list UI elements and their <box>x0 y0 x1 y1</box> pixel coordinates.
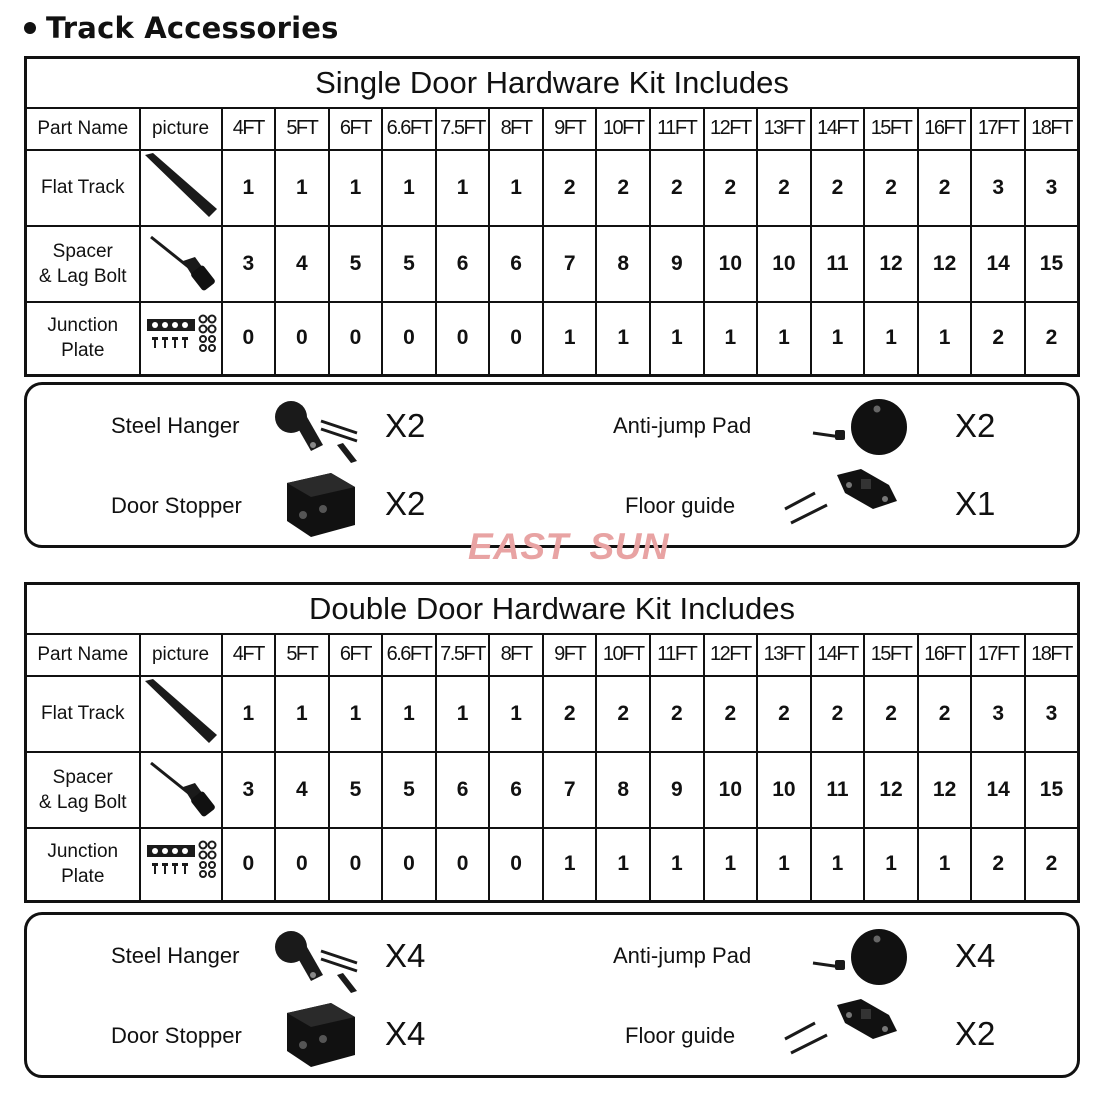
quantity-cell: 1 <box>489 676 543 752</box>
double-kit-title: Double Door Hardware Kit Includes <box>26 584 1079 634</box>
quantity-cell: 1 <box>275 676 329 752</box>
part-name-cell <box>26 752 140 828</box>
anti-jump-pad-icon <box>805 927 915 996</box>
quantity-cell: 2 <box>811 676 865 752</box>
single-kit-accessories-box <box>24 382 1080 548</box>
quantity-cell: 15 <box>1025 752 1079 828</box>
quantity-cell: 6 <box>436 226 490 302</box>
single-kit-table <box>24 56 1080 377</box>
part-picture-cell <box>140 676 222 752</box>
quantity-cell: 2 <box>704 150 758 226</box>
quantity-cell: 0 <box>222 828 276 902</box>
part-name-cell <box>26 226 140 302</box>
part-name-line: Flat Track <box>41 703 125 724</box>
quantity-cell: 10 <box>704 226 758 302</box>
column-header-size: 18FT <box>1025 634 1079 676</box>
anti-jump-pad-qty: X4 <box>955 937 996 974</box>
flat-track-icon <box>143 727 219 750</box>
column-header-size: 15FT <box>864 108 918 150</box>
spacer-lag-bolt-icon <box>143 803 219 826</box>
column-header-size: 11FT <box>650 634 704 676</box>
quantity-cell: 0 <box>275 828 329 902</box>
quantity-cell: 3 <box>1025 150 1079 226</box>
quantity-cell: 1 <box>864 828 918 902</box>
spacer-lag-bolt-icon <box>143 277 219 300</box>
column-header-size: 14FT <box>811 634 865 676</box>
quantity-cell: 2 <box>543 150 597 226</box>
quantity-cell: 3 <box>1025 676 1079 752</box>
quantity-cell: 1 <box>918 828 972 902</box>
part-name-line: Flat Track <box>41 177 125 198</box>
door-stopper-label: Door Stopper <box>111 493 242 518</box>
quantity-cell: 2 <box>971 828 1025 902</box>
column-header-size: 4FT <box>222 634 276 676</box>
quantity-cell: 1 <box>543 828 597 902</box>
steel-hanger-label: Steel Hanger <box>111 943 240 968</box>
table-row <box>26 226 1079 302</box>
anti-jump-pad-label: Anti-jump Pad <box>613 413 752 438</box>
door-stopper-qty: X4 <box>385 1015 426 1052</box>
part-name-cell <box>26 828 140 902</box>
quantity-cell: 0 <box>275 302 329 376</box>
quantity-cell: 5 <box>329 226 383 302</box>
part-name-cell <box>26 150 140 226</box>
quantity-cell: 2 <box>864 150 918 226</box>
quantity-cell: 2 <box>1025 828 1079 902</box>
quantity-cell: 2 <box>650 150 704 226</box>
column-header-size: 9FT <box>543 634 597 676</box>
part-name-cell <box>26 302 140 376</box>
column-header-size: 8FT <box>489 634 543 676</box>
quantity-cell: 2 <box>704 676 758 752</box>
quantity-cell: 5 <box>329 752 383 828</box>
door-stopper-icon <box>281 469 361 546</box>
column-header-size: 11FT <box>650 108 704 150</box>
quantity-cell: 1 <box>382 676 436 752</box>
column-header-size: 7.5FT <box>436 108 490 150</box>
floor-guide-qty: X2 <box>955 1015 996 1052</box>
quantity-cell: 0 <box>436 302 490 376</box>
part-name-line: Spacer <box>52 240 113 262</box>
quantity-cell: 2 <box>811 150 865 226</box>
quantity-cell: 2 <box>918 676 972 752</box>
flat-track-icon <box>143 201 219 224</box>
quantity-cell: 9 <box>650 752 704 828</box>
quantity-cell: 12 <box>864 226 918 302</box>
junction-plate-icon <box>143 341 219 364</box>
column-header-size: 10FT <box>596 634 650 676</box>
quantity-cell: 12 <box>918 752 972 828</box>
part-picture-cell <box>140 150 222 226</box>
quantity-cell: 1 <box>650 302 704 376</box>
quantity-cell: 1 <box>275 150 329 226</box>
anti-jump-pad-icon <box>805 397 915 466</box>
steel-hanger-icon <box>273 399 365 470</box>
quantity-cell: 0 <box>329 302 383 376</box>
quantity-cell: 6 <box>489 752 543 828</box>
double-kit-table <box>24 582 1080 903</box>
part-name-line: Junction <box>47 841 119 863</box>
watermark: EAST SUN <box>468 526 670 567</box>
part-picture-cell <box>140 302 222 376</box>
quantity-cell: 2 <box>864 676 918 752</box>
column-header-picture: picture <box>140 634 222 676</box>
part-name-line: Junction <box>47 315 119 337</box>
quantity-cell: 1 <box>704 302 758 376</box>
quantity-cell: 1 <box>650 828 704 902</box>
quantity-cell: 11 <box>811 226 865 302</box>
steel-hanger-label: Steel Hanger <box>111 413 240 438</box>
column-header-size: 12FT <box>704 634 758 676</box>
quantity-cell: 4 <box>275 752 329 828</box>
column-header-size: 8FT <box>489 108 543 150</box>
column-header-size: 9FT <box>543 108 597 150</box>
quantity-cell: 1 <box>757 828 811 902</box>
quantity-cell: 1 <box>329 150 383 226</box>
quantity-cell: 0 <box>382 302 436 376</box>
column-header-size: 6FT <box>329 634 383 676</box>
column-header-size: 17FT <box>971 108 1025 150</box>
column-header-size: 13FT <box>757 108 811 150</box>
part-picture-cell <box>140 752 222 828</box>
column-header-size: 5FT <box>275 108 329 150</box>
quantity-cell: 1 <box>489 150 543 226</box>
part-name-line: Plate <box>61 340 105 362</box>
quantity-cell: 1 <box>436 676 490 752</box>
quantity-cell: 15 <box>1025 226 1079 302</box>
quantity-cell: 1 <box>222 676 276 752</box>
table-row <box>26 676 1079 752</box>
steel-hanger-qty: X4 <box>385 937 426 974</box>
quantity-cell: 2 <box>757 676 811 752</box>
quantity-cell: 7 <box>543 226 597 302</box>
column-header-size: 14FT <box>811 108 865 150</box>
door-stopper-icon <box>281 999 361 1076</box>
door-stopper-label: Door Stopper <box>111 1023 242 1048</box>
quantity-cell: 1 <box>329 676 383 752</box>
column-header-size: 6.6FT <box>382 634 436 676</box>
bullet-icon <box>24 22 36 34</box>
quantity-cell: 2 <box>596 676 650 752</box>
quantity-cell: 2 <box>596 150 650 226</box>
quantity-cell: 2 <box>757 150 811 226</box>
steel-hanger-qty: X2 <box>385 407 426 444</box>
floor-guide-qty: X1 <box>955 485 996 522</box>
junction-plate-icon <box>143 867 219 890</box>
quantity-cell: 0 <box>222 302 276 376</box>
table-row <box>26 150 1079 226</box>
quantity-cell: 1 <box>596 828 650 902</box>
quantity-cell: 8 <box>596 226 650 302</box>
part-name-line: Plate <box>61 866 105 888</box>
part-name-cell <box>26 676 140 752</box>
quantity-cell: 11 <box>811 752 865 828</box>
double-kit-accessories-box <box>24 912 1080 1078</box>
quantity-cell: 0 <box>489 302 543 376</box>
column-header-size: 5FT <box>275 634 329 676</box>
quantity-cell: 4 <box>275 226 329 302</box>
quantity-cell: 9 <box>650 226 704 302</box>
quantity-cell: 0 <box>382 828 436 902</box>
quantity-cell: 1 <box>811 828 865 902</box>
column-header-size: 15FT <box>864 634 918 676</box>
column-header-picture: picture <box>140 108 222 150</box>
part-picture-cell <box>140 828 222 902</box>
column-header-part-name: Part Name <box>26 108 140 150</box>
quantity-cell: 1 <box>811 302 865 376</box>
quantity-cell: 6 <box>436 752 490 828</box>
floor-guide-label: Floor guide <box>625 493 736 518</box>
part-name-line: Spacer <box>52 766 113 788</box>
column-header-size: 17FT <box>971 634 1025 676</box>
quantity-cell: 0 <box>436 828 490 902</box>
column-header-size: 7.5FT <box>436 634 490 676</box>
quantity-cell: 6 <box>489 226 543 302</box>
column-header-size: 6FT <box>329 108 383 150</box>
anti-jump-pad-label: Anti-jump Pad <box>613 943 752 968</box>
quantity-cell: 2 <box>543 676 597 752</box>
floor-guide-icon <box>777 995 907 1080</box>
column-header-size: 13FT <box>757 634 811 676</box>
quantity-cell: 10 <box>757 226 811 302</box>
quantity-cell: 8 <box>596 752 650 828</box>
quantity-cell: 2 <box>918 150 972 226</box>
quantity-cell: 3 <box>222 226 276 302</box>
quantity-cell: 3 <box>971 676 1025 752</box>
quantity-cell: 14 <box>971 752 1025 828</box>
quantity-cell: 0 <box>489 828 543 902</box>
quantity-cell: 12 <box>864 752 918 828</box>
quantity-cell: 10 <box>757 752 811 828</box>
page-heading <box>24 8 339 48</box>
quantity-cell: 2 <box>650 676 704 752</box>
column-header-size: 6.6FT <box>382 108 436 150</box>
anti-jump-pad-qty: X2 <box>955 407 996 444</box>
quantity-cell: 1 <box>757 302 811 376</box>
quantity-cell: 1 <box>436 150 490 226</box>
quantity-cell: 1 <box>543 302 597 376</box>
quantity-cell: 1 <box>918 302 972 376</box>
single-kit-title: Single Door Hardware Kit Includes <box>26 58 1079 108</box>
page-heading-text: Track Accessories <box>46 11 339 45</box>
floor-guide-icon <box>777 465 907 550</box>
quantity-cell: 1 <box>596 302 650 376</box>
column-header-size: 4FT <box>222 108 276 150</box>
column-header-size: 12FT <box>704 108 758 150</box>
quantity-cell: 14 <box>971 226 1025 302</box>
door-stopper-qty: X2 <box>385 485 426 522</box>
quantity-cell: 0 <box>329 828 383 902</box>
column-header-size: 16FT <box>918 108 972 150</box>
column-header-part-name: Part Name <box>26 634 140 676</box>
quantity-cell: 2 <box>971 302 1025 376</box>
quantity-cell: 1 <box>864 302 918 376</box>
column-header-size: 16FT <box>918 634 972 676</box>
steel-hanger-icon <box>273 929 365 1000</box>
floor-guide-label: Floor guide <box>625 1023 736 1048</box>
quantity-cell: 1 <box>382 150 436 226</box>
quantity-cell: 7 <box>543 752 597 828</box>
quantity-cell: 1 <box>222 150 276 226</box>
table-row <box>26 752 1079 828</box>
single-kit-header-row <box>26 108 1079 150</box>
quantity-cell: 5 <box>382 226 436 302</box>
quantity-cell: 2 <box>1025 302 1079 376</box>
quantity-cell: 3 <box>222 752 276 828</box>
quantity-cell: 12 <box>918 226 972 302</box>
column-header-size: 18FT <box>1025 108 1079 150</box>
quantity-cell: 3 <box>971 150 1025 226</box>
column-header-size: 10FT <box>596 108 650 150</box>
table-row <box>26 302 1079 376</box>
double-kit-header-row <box>26 634 1079 676</box>
quantity-cell: 10 <box>704 752 758 828</box>
part-name-line: & Lag Bolt <box>38 265 127 287</box>
part-picture-cell <box>140 226 222 302</box>
table-row <box>26 828 1079 902</box>
part-name-line: & Lag Bolt <box>38 791 127 813</box>
quantity-cell: 1 <box>704 828 758 902</box>
quantity-cell: 5 <box>382 752 436 828</box>
